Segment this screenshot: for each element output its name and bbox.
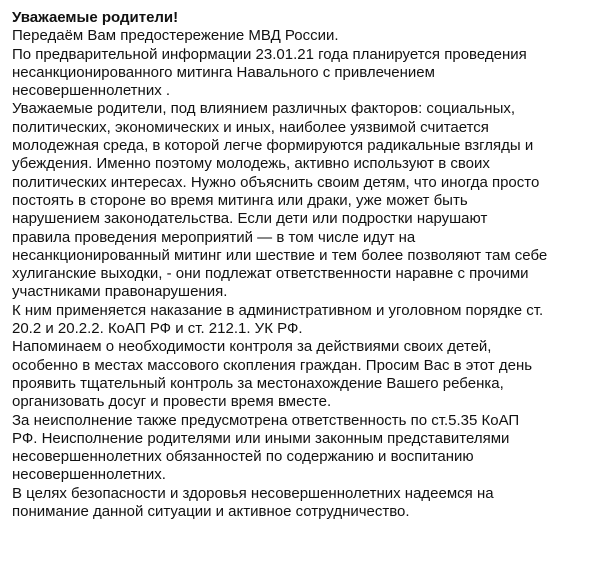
text-line: несанкционированного митинга Навального с привлечением: [12, 63, 435, 81]
text-line: несовершеннолетних.: [12, 466, 166, 484]
text-line: постоять в стороне во время митинга или драки, уже может быть: [12, 191, 468, 209]
text-line: 20.2 и 20.2.2. КоАП РФ и ст. 212.1. УК РФ.: [12, 320, 303, 338]
text-line: По предварительной информации 23.01.21 года планируется проведения: [12, 45, 527, 63]
text-line: понимание данной ситуации и активное сотрудничество.: [12, 503, 410, 521]
text-line: К ним применяется наказание в административном и уголовном порядке ст.: [12, 301, 544, 319]
text-line: За неисполнение также предусмотрена ответственность по ст.5.35 КоАП: [12, 411, 520, 429]
text-line: участниками правонарушения.: [12, 283, 228, 301]
text-line: Напоминаем о необходимости контроля за действиями своих детей,: [12, 338, 492, 356]
text-line: особенно в местах массового скопления граждан. Просим Вас в этот день: [12, 356, 533, 374]
text-line: нарушением законодательства. Если дети или подростки нарушают: [12, 210, 488, 228]
text-line: молодежная среда, в которой легче формируются радикальные взгляды и: [12, 137, 534, 155]
text-line: политических интересах. Нужно объяснить своим детям, что иногда просто: [12, 173, 540, 191]
text-line: Передаём Вам предостережение МВД России.: [12, 27, 339, 45]
text-line: правила проведения мероприятий — в том числе идут на: [12, 228, 416, 246]
text-line: Уважаемые родители, под влиянием различных факторов: социальных,: [12, 100, 516, 118]
text-line: несовершеннолетних обязанностей по содержанию и воспитанию: [12, 448, 474, 466]
text-line: политических, экономических и иных, наиболее уязвимой считается: [12, 118, 489, 136]
document-title: Уважаемые родители!: [12, 9, 179, 26]
text-line: В целях безопасности и здоровья несовершеннолетних надеемся на: [12, 484, 494, 502]
text-line: хулиганские выходки, - они подлежат ответственности наравне с прочими: [12, 265, 529, 283]
text-line: организовать досуг и провести время вместе.: [12, 393, 332, 411]
text-line: несовершеннолетних .: [12, 82, 171, 100]
text-line: убеждения. Именно поэтому молодежь, активно используют в своих: [12, 155, 490, 173]
text-line: РФ. Неисполнение родителями или иными законным представителями: [12, 429, 510, 447]
text-line: несанкционированный митинг или шествие и тем более позволяют там себе: [12, 246, 548, 264]
text-line: проявить тщательный контроль за местонахождение Вашего ребенка,: [12, 374, 504, 392]
